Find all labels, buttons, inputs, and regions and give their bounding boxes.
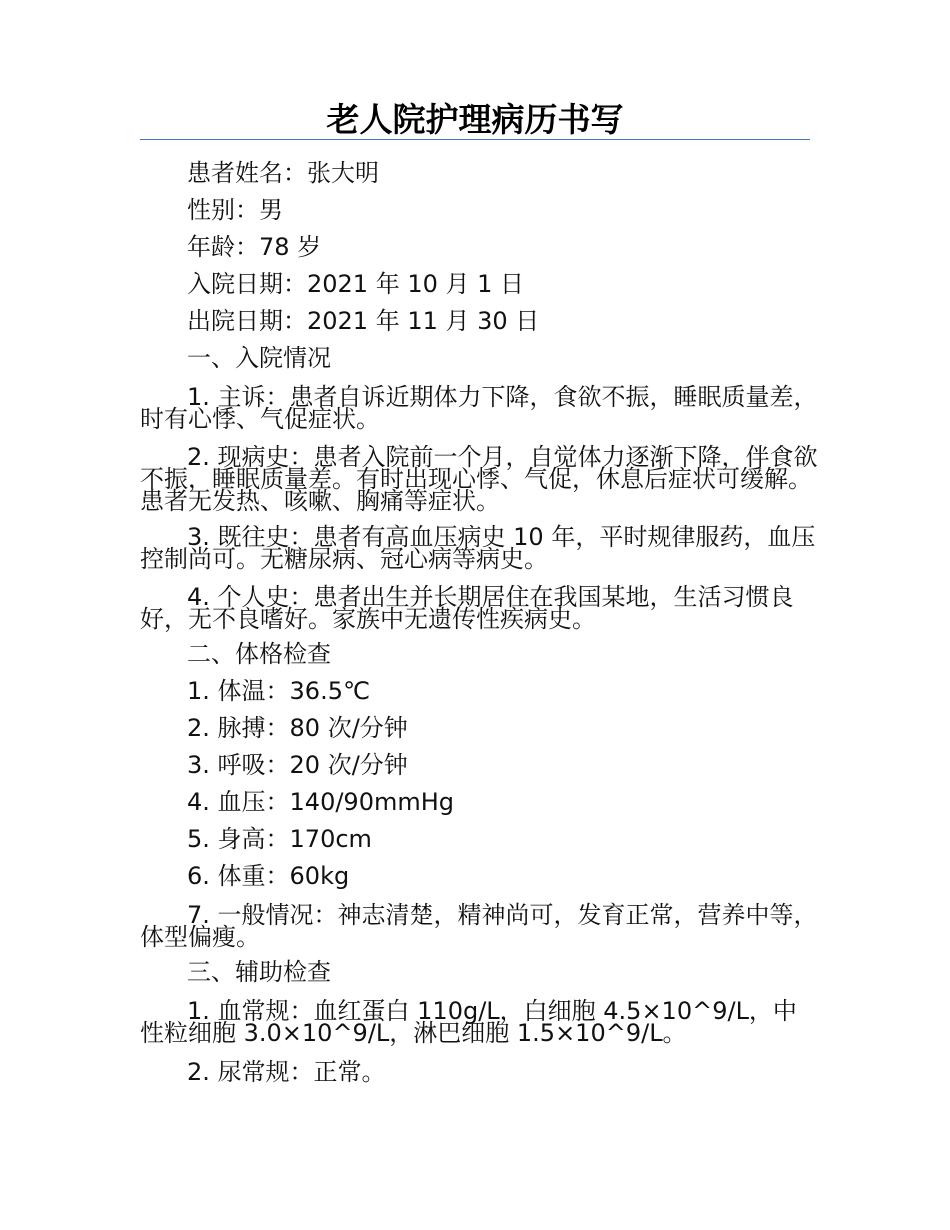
exam-pulse: 2. 脉搏：80 次/分钟: [187, 714, 408, 742]
present-illness: 2. 现病史：患者入院前一个月，自觉体力逐渐下降，伴食欲不振，睡眠质量差。有时出现心悸、气促，休息后症状可缓解。患者无发热、咳嗽、胸痛等症状。: [140, 443, 818, 515]
urine-routine: 2. 尿常规：正常。: [187, 1058, 386, 1086]
exam-temperature: 1. 体温：36.5℃: [187, 677, 370, 705]
exam-weight: 6. 体重：60kg: [187, 862, 350, 890]
section-heading-admission: 一、入院情况: [187, 344, 331, 372]
section-heading-physical-exam: 二、体格检查: [187, 640, 331, 668]
exam-height: 5. 身高：170cm: [187, 825, 372, 853]
chief-complaint: 1. 主诉：患者自诉近期体力下降，食欲不振，睡眠质量差，时有心悸、气促症状。: [140, 383, 818, 433]
document-title: 老人院护理病历书写: [326, 100, 624, 139]
admission-date: 入院日期：2021 年 10 月 1 日: [187, 270, 525, 298]
exam-general-condition: 7. 一般情况：神志清楚，精神尚可，发育正常，营养中等，体型偏瘦。: [140, 901, 818, 951]
section-heading-auxiliary-exam: 三、辅助检查: [187, 958, 331, 986]
patient-age: 年龄：78 岁: [187, 233, 322, 261]
patient-name: 患者姓名：张大明: [187, 159, 379, 187]
exam-blood-pressure: 4. 血压：140/90mmHg: [187, 788, 454, 816]
title-underline: [140, 139, 810, 140]
personal-history: 4. 个人史：患者出生并长期居住在我国某地，生活习惯良好，无不良嗜好。家族中无遗传性疾病史。: [140, 583, 794, 633]
blood-routine: 1. 血常规：血红蛋白 110g/L，白细胞 4.5×10^9/L，中性粒细胞 3.0×10^9/L，淋巴细胞 1.5×10^9/L。: [140, 997, 797, 1047]
patient-sex: 性别：男: [187, 196, 283, 224]
exam-respiration: 3. 呼吸：20 次/分钟: [187, 751, 408, 779]
past-history: 3. 既往史：患者有高血压病史 10 年，平时规律服药，血压控制尚可。无糖尿病、冠心病等病史。: [140, 523, 816, 573]
discharge-date: 出院日期：2021 年 11 月 30 日: [187, 307, 540, 335]
